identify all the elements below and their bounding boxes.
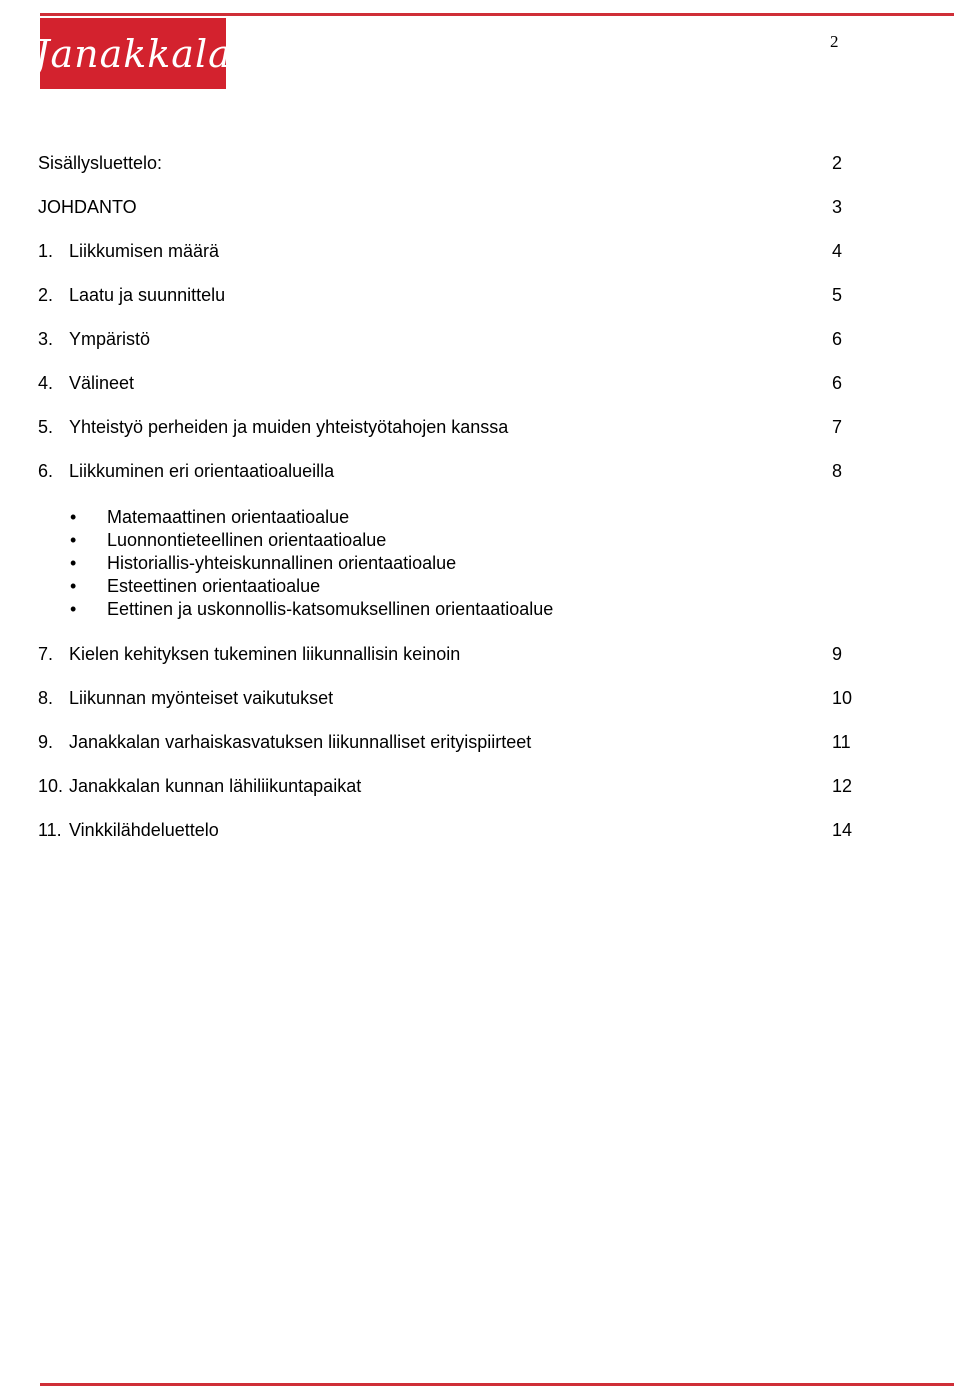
toc-heading-title: Sisällysluettelo:	[38, 153, 163, 173]
toc-entry-number: 1.	[38, 241, 54, 261]
toc-entry-number: 4.	[38, 373, 54, 393]
toc-heading-page: 2	[832, 153, 843, 173]
toc-entry-title: Yhteistyö perheiden ja muiden yhteistyötahojen kanssa	[69, 417, 509, 437]
janakkala-logo	[34, 18, 232, 89]
toc-entry-number: 9.	[38, 732, 54, 752]
toc-entry-number: 2.	[38, 285, 54, 305]
logo-text: Janakkala	[34, 31, 232, 76]
toc-entry-title: Ympäristö	[69, 329, 151, 349]
toc-entry-page: 8	[832, 461, 843, 481]
toc-entry-page: 10	[832, 688, 853, 708]
toc-entry-number: 10.	[38, 776, 64, 796]
toc-entry-number: 11.	[38, 820, 62, 840]
toc-entry-number: 3.	[38, 329, 54, 349]
toc-entry-title: Liikunnan myönteiset vaikutukset	[69, 688, 334, 708]
toc-entry-title: JOHDANTO	[38, 197, 137, 217]
toc-entry-page: 9	[832, 644, 843, 664]
toc-subitem-label: Esteettinen orientaatioalue	[107, 576, 321, 596]
toc-entry-title: Liikkumisen määrä	[69, 241, 220, 261]
toc-entry-page: 14	[832, 820, 853, 840]
toc-entry-page: 7	[832, 417, 843, 437]
bullet-icon: •	[70, 507, 77, 527]
toc-entry-title: Laatu ja suunnittelu	[69, 285, 226, 305]
toc-entry-title: Janakkalan kunnan lähiliikuntapaikat	[69, 776, 362, 796]
toc-entry-page: 4	[832, 241, 843, 261]
toc-subitem-label: Luonnontieteellinen orientaatioalue	[107, 530, 387, 550]
bullet-icon: •	[70, 553, 77, 573]
toc-entry-number: 6.	[38, 461, 54, 481]
toc-entry-page: 6	[832, 329, 843, 349]
toc-entry-page: 5	[832, 285, 843, 305]
toc-subitem-label: Historiallis-yhteiskunnallinen orientaatioalue	[107, 553, 457, 573]
toc-entry-title: Liikkuminen eri orientaatioalueilla	[69, 461, 335, 481]
toc-entry-page: 12	[832, 776, 853, 796]
bullet-icon: •	[70, 530, 77, 550]
toc-entry-page: 3	[832, 197, 843, 217]
bullet-icon: •	[70, 576, 77, 596]
bullet-icon: •	[70, 599, 77, 619]
footer-rule	[40, 1383, 954, 1386]
toc-entry-page: 11	[832, 732, 851, 752]
toc-entry-title: Kielen kehityksen tukeminen liikunnallisin keinoin	[69, 644, 461, 664]
toc-entry-number: 7.	[38, 644, 54, 664]
toc-entry-title: Vinkkilähdeluettelo	[69, 820, 219, 840]
toc-entry-title: Välineet	[69, 373, 135, 393]
page-number: 2	[830, 32, 839, 51]
header-rule	[40, 13, 954, 16]
toc-entry-number: 5.	[38, 417, 54, 437]
toc-entry-number: 8.	[38, 688, 54, 708]
toc-entry-title: Janakkalan varhaiskasvatuksen liikunnalliset erityispiirteet	[69, 732, 532, 752]
toc-entry-page: 6	[832, 373, 843, 393]
toc-subitem-label: Eettinen ja uskonnollis-katsomuksellinen orientaatioalue	[107, 599, 554, 619]
toc-subitem-label: Matemaattinen orientaatioalue	[107, 507, 350, 527]
